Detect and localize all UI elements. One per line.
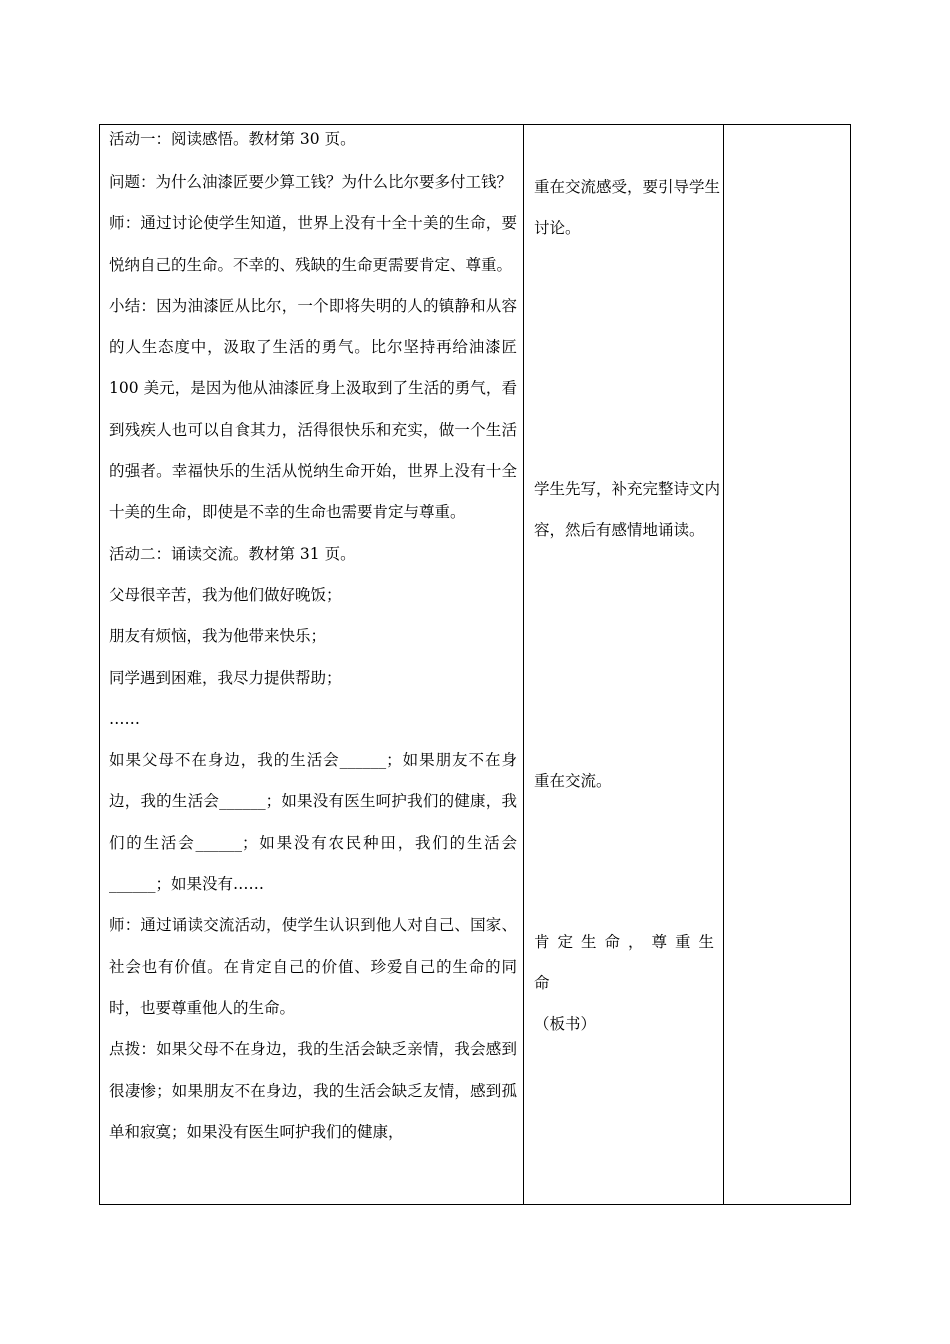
teacher-paragraph-1: 师：通过讨论使学生知道，世界上没有十全十美的生命，要悦纳自己的生命。不幸的、残缺的生命更需要肯定、尊重。 (109, 214, 517, 274)
poem-line-2: 朋友有烦恼，我为他带来快乐； (109, 627, 327, 646)
note-writing-text: 学生先写，补充完整诗文内容，然后有感情地诵读。 (534, 480, 721, 539)
note-exchange-text: 重在交流。 (534, 772, 612, 790)
note-exchange (534, 761, 720, 802)
poem-line-3: 同学遇到困难，我尽力提供帮助； (109, 668, 342, 687)
summary-paragraph: 小结：因为油漆匠从比尔，一个即将失明的人的镇静和从容的人生态度中，汲取了生活的勇气。比尔坚持再给油漆匠 100 美元，是因为他从油漆匠身上汲取到了生活的勇气，看到残疾人也可以自食其力，活得很快乐和充实，做一个生活的强者。幸福快乐的生活从悦纳生命开始，世界上没有十全十美的生命，即使是不幸的生命也需要肯定与尊重。 (109, 296, 517, 522)
activity-one-heading: 活动一：阅读感悟。教材第 30 页。 (109, 130, 356, 148)
blank-column (724, 125, 850, 1204)
question-paragraph: 问题：为什么油漆匠要少算工钱？为什么比尔要多付工钱？ (109, 173, 513, 191)
notes-column (524, 125, 724, 1204)
activity-text (109, 125, 517, 1153)
poem-ellipsis: …… (109, 709, 140, 728)
note-board-label: （板书） (534, 1015, 597, 1033)
note-discussion (534, 167, 720, 249)
note-writing (534, 469, 720, 551)
note-discussion-text: 重在交流感受，要引导学生讨论。 (534, 178, 721, 237)
poem-line-1: 父母很辛苦，我为他们做好晚饭； (109, 585, 342, 604)
teacher-paragraph-2: 师：通过诵读交流活动，使学生认识到他人对自己、国家、社会也有价值。在肯定自己的价值、珍爱自己的生命的同时，也要尊重他人的生命。 (109, 916, 517, 1017)
note-board-text: 肯定生命，尊重生命 (534, 933, 720, 992)
activity-two-heading: 活动二：诵读交流。教材第 31 页。 (109, 544, 356, 563)
fill-in-paragraph: 如果父母不在身边，我的生活会______；如果朋友不在身边，我的生活会______；如果没有医生呵护我们的健康，我们的生活会______；如果没有农民种田，我们的生活会______；如果没有…… (109, 751, 517, 894)
lesson-table (99, 124, 851, 1205)
activity-column (100, 125, 524, 1204)
guidance-paragraph: 点拨：如果父母不在身边，我的生活会缺乏亲情，我会感到很凄惨；如果朋友不在身边，我的生活会缺乏友情，感到孤单和寂寞；如果没有医生呵护我们的健康， (109, 1040, 517, 1141)
note-board (534, 922, 720, 1045)
